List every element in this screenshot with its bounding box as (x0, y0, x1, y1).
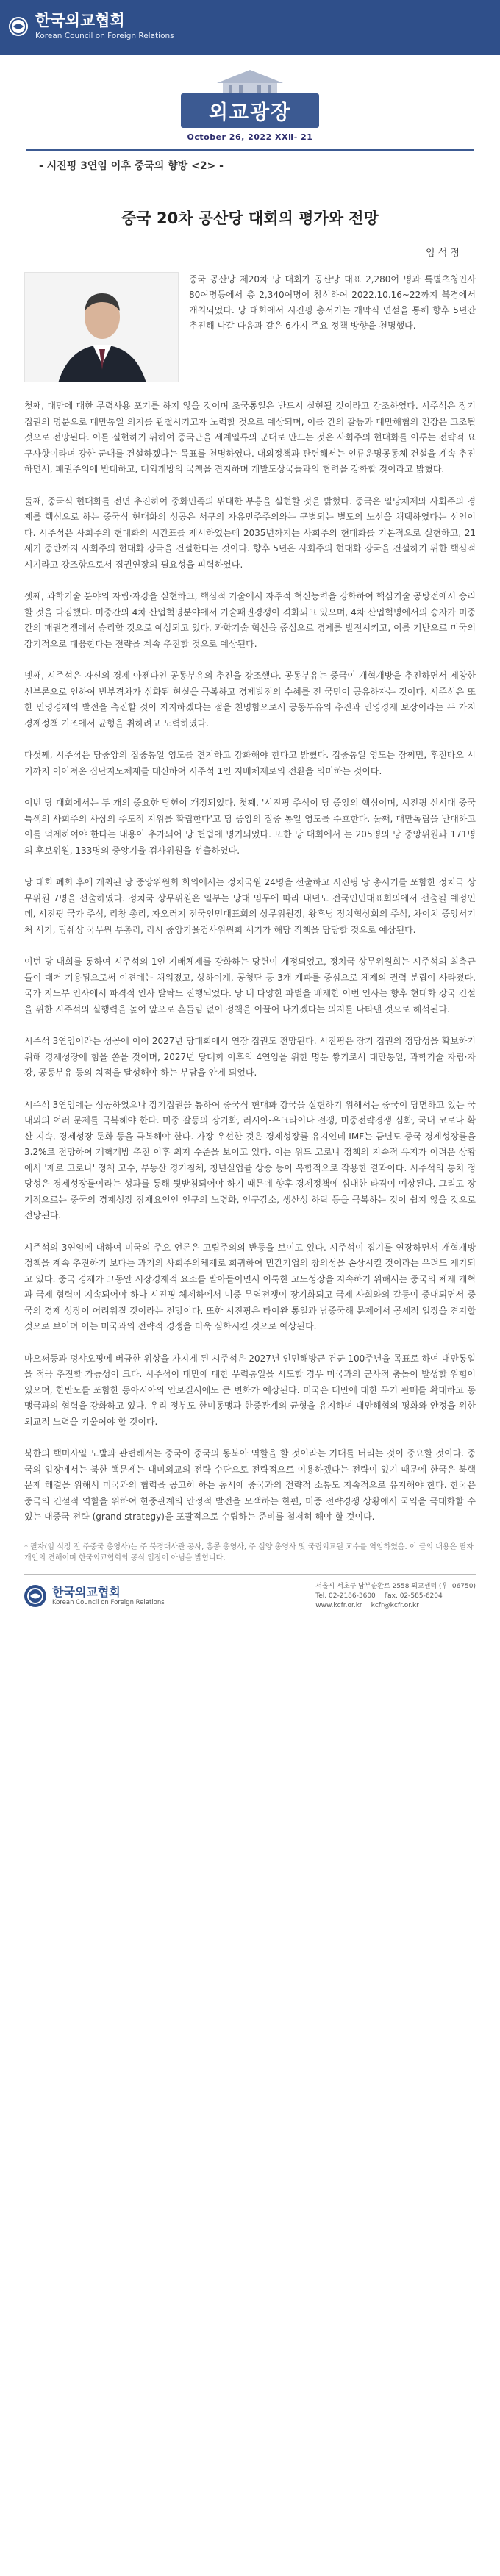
footer-address: 서울시 서초구 남부순환로 2558 외교센터 (우. 06750) (315, 1582, 476, 1590)
masthead-emblem-icon (188, 68, 312, 96)
footer-fax: Fax. 02-585-6204 (384, 1592, 443, 1600)
footer-org-name: 한국외교협회 (52, 1584, 121, 1599)
body-paragraph: 시주석 3연임이라는 성공에 이어 2027년 당대회에서 연장 집권도 전망된다. 시진핑은 장기 집권의 정당성을 확보하기 위해 경제성장에 힘을 쏟을 것이며, 2027년 당대회 이후의 4연임을 위한 명분 쌓기로서 대만통일, 과학기술 자립·자강, 공동부유 등의 치적을 달성해야 하는 부담을 안게 되었다. (24, 1036, 476, 1078)
body-paragraph: 다섯째, 시주석은 당중앙의 집중통일 영도를 견지하고 강화해야 한다고 밝혔다. 집중통일 영도는 장쩌민, 후진타오 시기까지 이어져온 집단지도체제를 대신하여 시주석 1인 지배체제로의 전환을 의미하는 것이다. (24, 750, 476, 776)
footer-emblem-icon (24, 1585, 46, 1607)
body-paragraph: 이번 당 대회를 통하여 시주석의 1인 지배체제를 강화하는 당헌이 개정되었고, 정치국 상무위원회는 시주석의 최측근들이 대거 기용됨으로써 이견에는 채워졌고, 상하이계, 공청단 등 3개 계파를 중심으로 체제의 권력 분립이 사라졌다. 국가 지도부 인사에서 파격적 인사 발탁도 진행되었다. 당 내 다양한 파벌을 배제한 이번 인사는 향후 현대화 강국 건설을 위한 시주석의 실행력을 높여 앞으로 흔들림 없이 정책을 이끌어 나가겠다는 의지를 나타낸 것으로 해석된다. (24, 956, 476, 1015)
body-paragraph: 북한의 핵미사일 도발과 관련해서는 중국이 중국의 동북아 역할을 할 것이라는 기대를 버리는 것이 중요할 것이다. 중국의 입장에서는 북한 핵문제는 대미외교의 전략 수단으로 전략적으로 이용하겠다는 전략이 있기 때문에 한국은 북핵문제 해결을 위해서 미국과의 협력을 공고히 하는 동시에 중국과의 전략적 소통도 지속적으로 유지해야 한다. 한국은 중국의 건설적 역할을 위하여 한중관계의 안정적 발전을 모색하는 한편, 미중 전략경쟁 상황에서 국익을 극대화할 수 있는 대중국 전략 (grand strategy)을 포괄적으로 수립하는 준비를 철저히 해야 할 것이다. (24, 1448, 476, 1522)
author-portrait (24, 272, 179, 382)
body-paragraph: 넷째, 시주석은 자신의 경제 아젠다인 공동부유의 추진을 강조했다. 공동부유는 중국이 개혁개방을 추진하면서 제창한 선부론으로 인하여 빈부격차가 심화된 현실을 극복하고 경제발전의 수혜를 전 국민이 공유하자는 것이다. 시주석은 또한 민영경제의 발전을 촉진할 것이 지지하겠다는 점을 천명함으로서 공동부유의 추진과 민영경제 보장이라는 두 가지 경제정책 기조에서 균형을 취하려고 노력하였다. (24, 670, 476, 729)
publication-title: 외교광장 (181, 93, 319, 128)
footer-tel: Tel. 02-2186-3600 (315, 1592, 376, 1600)
lead-section (24, 272, 476, 382)
top-header-bar (0, 0, 500, 55)
series-subtitle: - 시진핑 3연임 이후 중국의 향방 <2> - (39, 160, 224, 172)
footer-org-logo[interactable] (24, 1585, 165, 1607)
footer (24, 1582, 476, 1611)
body-paragraph: 이번 당 대회에서는 두 개의 중요한 당헌이 개정되었다. 첫째, '시진핑 주석이 당 중앙의 핵심이며, 시진핑 신시대 중국 특색의 사회주의 사상의 주도적 지위를 확립한다'고 당 중앙의 집중 통일 영도를 수호한다. 둘째, 대만독립을 반대하고 이를 억제하여야 한다는 내용이 추가되어 당 헌법에 명기되었다. 또한 당 대회에서 는 205명의 당 중앙위원과 171명의 후보위원, 133명의 중앙기율 검사위원을 선출하였다. (24, 798, 476, 856)
footer-contact (315, 1582, 476, 1611)
footer-website-link[interactable]: www.kcfr.or.kr (315, 1601, 362, 1609)
article-title: 중국 20차 공산당 대회의 평가와 전망 (121, 210, 379, 227)
author-name: 임 석 정 (426, 248, 460, 259)
body-paragraph: 첫째, 대만에 대한 무력사용 포기를 하지 않을 것이며 조국통일은 반드시 실현될 것이라고 강조하였다. 시주석은 장기집권의 명분으로 대만통일 의지를 관철시키고자 노력할 것으로 예상되며, 이를 간의 갈등과 대만해협의 긴장은 고조될 것으로 전망된다. 이를 실현하기 위하여 중국군을 세계일류의 군대로 만드는 것은 사회주의 현대화를 이루는 전략적 요구사항이라며 강한 군대를 건설하겠다는 목표를 천명하였다. 대외정책과 관련해서는 인류운명공동체 건설을 계속 추진하면서, 패권주의에 반대하고, 대외개방의 국책을 견지하며 개발도상국들과의 협력을 강화할 것이라고 밝혔다. (24, 401, 476, 474)
footer-divider (24, 1574, 476, 1575)
org-name: 한국외교협회 (35, 12, 125, 29)
article-body (24, 398, 476, 1525)
issue-date: October 26, 2022 ⅩⅩⅡ- 21 (187, 132, 313, 142)
body-paragraph: 당 대회 폐회 후에 개최된 당 중앙위원회 회의에서는 정치국원 24명을 선출하고 시진핑 당 총서기를 포함한 정치국 상무위원 7명을 선출하였다. 정치국 상무위원은 일부는 당대 임무에 따라 내년도 전국인민대표회의에서 선출될 예정인데, 시진핑 국가 주석, 리창 총리, 자오러지 전국인민대표회의 상무위원장, 왕후닝 정치협상회의 주석, 차이치 중앙서기처 서기, 딩쉐샹 국무원 부총리, 리시 중앙기율검사위원회 서기가 해당 직책을 담당할 것으로 예상된다. (24, 877, 476, 935)
org-logo[interactable] (9, 12, 174, 41)
body-paragraph: 셋째, 과학기술 분야의 자립·자강을 실현하고, 핵심적 기술에서 자주적 혁신능력을 강화하여 핵심기술 공방전에서 승리할 것을 다짐했다. 미중간의 4차 산업혁명분야에서 기술패권경쟁이 격화되고 있으며, 4차 산업혁명에서의 승자가 미중간의 패권경쟁에서 승리할 것으로 예상되고 있다. 과학기술 혁신을 중심으로 경제를 발전시키고, 이를 기반으로 미국의 장기적으로 대응한다는 전략을 계속 추진할 것으로 예상된다. (24, 591, 476, 649)
body-paragraph: 시주석의 3연임에 대하여 미국의 주요 언론은 고립주의의 반등을 보이고 있다. 시주석이 집기를 연장하면서 개혁개방 정책을 계속 추진하기 보다는 과거의 사회주의체제로 회귀하여 민간기업의 창의성을 손상시킬 것이라는 우려도 제기되고 있다. 중국 경제가 그동안 시장경제적 요소를 받아들이면서 이룩한 고도성장을 지속하기 위해서는 중국의 체제 개혁과 국제 협력이 지속되어야 하나 시진핑 체제하에서 미중 무역전쟁이 장기화되고 국제 사회와의 갈등이 증대되면서 중국의 경제 성장이 어려워질 것이라는 전망이다. 또한 시진핑은 타이완 통일과 남중국해 문제에서 공세적 입장을 견지할 것으로 보이며 이는 미국과의 전략적 경쟁을 더욱 심화시킬 것으로 예상된다. (24, 1242, 476, 1331)
masthead-divider (26, 149, 474, 151)
body-paragraph: 시주석 3연임에는 성공하였으나 장기집권을 통하여 중국식 현대화 강국을 실현하기 위해서는 중국이 당면하고 있는 국내외의 여러 문제를 극복해야 한다. 미중 갈등의 장기화, 러시아-우크라이나 전쟁, 미중전략경쟁 심화, 국내 코로나 확산 지속, 경제성장 둔화 등을 극복해야 한다. 가장 우선한 것은 경제성장률 유지인데 IMF는 금년도 중국 경제성장률을 3.2%로 전망하여 개혁개방 추진 이후 최저 수준을 보이고 있다. 이는 위드 코로나 정책의 지속적 유지가 어려운 상황에서 '제로 코로나' 정책 고수, 부동산 경기침체, 청년실업률 상승 등이 복합적으로 작용한 결과이다. 시주석의 통치 정당성은 경제성장률이라는 성과를 통해 뒷받침되어야 하기 때문에 향후 경제정책에 심대한 타격이 예상된다. 그리고 장기적으로는 중국의 경제성장 잠재요인인 인구의 노령화, 인구감소, 생산성 하락 등을 극복하는 것이 쉽지 않을 것으로 전망된다. (24, 1099, 476, 1220)
footer-org-name-en: Korean Council on Foreign Relations (52, 1598, 165, 1606)
org-name-en: Korean Council on Foreign Relations (35, 32, 174, 40)
footer-email-link[interactable]: kcfr@kcfr.or.kr (371, 1601, 419, 1609)
body-paragraph: 둘째, 중국식 현대화를 전면 추진하여 중화민족의 위대한 부흥을 실현할 것을 밝혔다. 중국은 일당체제와 사회주의 경제를 핵심으로 하는 중국식 현대화의 성공은 서구의 자유민주주의와는 구별되는 별도의 노선을 채택하였다는 선언이다. 시주석은 사회주의 현대화의 시간표를 제시하였는데 2035년까지는 사회주의 현대화를 기본적으로 실현하고, 21세기 중반까지 사회주의 현대화 강국을 건설한다는 것이다. 향후 5년은 사회주의 현대화 강국을 건설하기 위한 핵심적 시기라고 강조함으로서 집권연장의 필요성을 피력하였다. (24, 495, 476, 570)
body-paragraph: 마오쩌둥과 덩샤오핑에 버금한 위상을 가지게 된 시주석은 2027년 인민해방군 건군 100주년을 목표로 하여 대만통일을 적극 추진할 가능성이 크다. 시주석이 대만에 대한 무력통일을 시도할 경우 미국과의 군사적 충돌이 발생할 위험이 있으며, 한반도를 포함한 동아시아의 안보질서에도 큰 변화가 예상된다. 미국은 대만에 대한 무기 판매를 확대하고 동맹국과의 협력을 강화하고 있다. 우리 정부도 한미동맹과 한중관계의 균형을 유지하며 대만해협의 평화와 안정을 위한 외교적 노력을 기울여야 할 것이다. (24, 1353, 476, 1427)
author-footnote: * 필자(임 석정 전 주중국 총영사)는 주 북경대사관 공사, 홍콩 총영사, 주 심양 총영사 및 국립외교원 교수를 역임하였음. 이 글의 내용은 필자 개인의 견해이며 한국외교협회의 공식 입장이 아님을 밝힘니다. (24, 1542, 474, 1562)
org-emblem-icon (9, 17, 28, 36)
lead-paragraph: 중국 공산당 제20차 당 대회가 공산당 대표 2,280여 명과 특별초청인사 80여명등에서 총 2,340여명이 참석하여 2022.10.16~22까지 북경에서 개최되었다. 당 대회에서 시진핑 총서기는 개막식 연설을 통해 향후 5년간 추진해 나갈 다음과 같은 6가지 주요 정책 방향을 천명했다. (189, 274, 476, 331)
masthead (0, 55, 500, 173)
